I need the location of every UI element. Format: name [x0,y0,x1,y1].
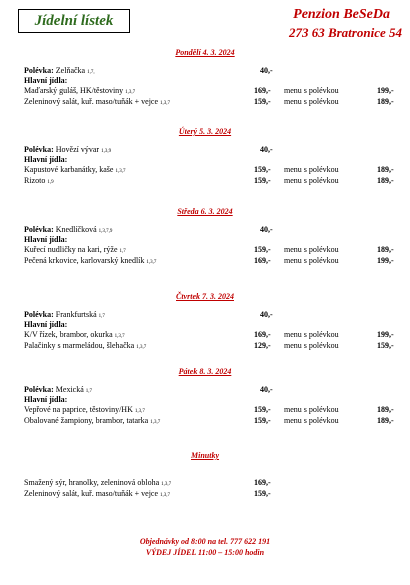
soup-name: Knedlíčková [55,225,97,234]
dish-name: Zeleninový salát, kuř. maso/tuňák + vejce [24,97,159,106]
menu-with-soup-label: menu s polévkou [284,97,339,106]
allergens: 1,3,7 [150,420,161,425]
dish-name: Maďarský guláš, HK/těstoviny [24,86,124,95]
allergens: 1,3,7 [160,493,171,498]
dish-price: 159,- [254,245,271,254]
soup-label: Polévka: [24,66,54,75]
mains-label: Hlavní jídla: [24,395,68,404]
allergens: 1,9 [47,180,54,185]
menu-price: 189,- [377,97,394,106]
dish-price: 159,- [254,416,271,425]
dish-name: Palačinky s marmeládou, šlehačka [24,341,135,350]
allergens: 1,3,7 [125,90,136,95]
main-dish-row [24,256,404,266]
main-dish-row [24,176,404,186]
mains-label: Hlavní jídla: [24,76,68,85]
main-dish-row [24,416,404,426]
dish-name: Rizoto [24,176,46,185]
menu-with-soup-label: menu s polévkou [284,176,339,185]
menu-price: 199,- [377,330,394,339]
soup-price: 40,- [260,310,273,319]
dish-price: 159,- [254,165,271,174]
serving-hours: VÝDEJ JÍDEL 11:00 – 15:00 hodin [145,548,265,557]
mains-label-row [24,76,404,86]
menu-price: 189,- [377,165,394,174]
allergens: 1,3,7 [134,409,145,414]
mains-label: Hlavní jídla: [24,320,68,329]
allergens: 1,3,7 [146,260,157,265]
dish-price: 169,- [254,330,271,339]
item-price: 159,- [254,489,271,498]
day-heading: Pondělí 4. 3. 2024 [175,48,235,57]
menu-with-soup-label: menu s polévkou [284,330,339,339]
dish-price: 159,- [254,97,271,106]
mains-label-row [24,320,404,330]
dish-price: 169,- [254,256,271,265]
menu-with-soup-label: menu s polévkou [284,341,339,350]
dish-price: 169,- [254,86,271,95]
dish-name: K/V řízek, brambor, okurka [24,330,113,339]
mains-label: Hlavní jídla: [24,235,68,244]
dish-price: 129,- [254,341,271,350]
day-heading: Čtvrtek 7. 3. 2024 [176,292,234,301]
mains-label-row [24,155,404,165]
dish-name: Kapustové karbanátky, kaše [24,165,114,174]
soup-name: Zelňačka [55,66,86,75]
allergens: 1,3,7 [160,101,171,106]
menu-with-soup-label: menu s polévkou [284,405,339,414]
soup-name: Mexická [55,385,84,394]
dish-name: Vepřové na paprice, těstoviny/HK [24,405,133,414]
day-heading: Středa 6. 3. 2024 [177,207,233,216]
menu-with-soup-label: menu s polévkou [284,86,339,95]
allergens: 1,3,7 [114,334,125,339]
dish-name: Kuřecí nudličky na kari, rýže [24,245,118,254]
soup-price: 40,- [260,225,273,234]
soup-name: Hovězí vývar [55,145,100,154]
allergens: 1,3,9 [101,149,112,154]
menu-price: 189,- [377,245,394,254]
minutky-item-name: Smažený sýr, hranolky, zeleninová obloha [24,478,160,487]
hotel-name: Penzion BeSeDa [293,7,390,22]
allergens: 1,7 [98,314,105,319]
soup-row [24,225,404,235]
soup-label: Polévka: [24,385,54,394]
main-dish-row [24,330,404,340]
menu-price: 199,- [377,86,394,95]
soup-label: Polévka: [24,225,54,234]
allergens: 1,7, [87,70,95,75]
hotel-address: 273 63 Bratronice 54 [288,25,402,40]
minutky-item-name: Zeleninový salát, kuř. maso/tuňák + vejce [24,489,159,498]
dish-name: Obalované žampiony, brambor, tatarka [24,416,149,425]
allergens: 1,3,7 [115,169,126,174]
minutky-heading: Minutky [190,451,219,460]
menu-title-box [18,9,130,33]
menu-price: 199,- [377,256,394,265]
soup-price: 40,- [260,145,273,154]
allergens: 1,7 [85,389,93,394]
main-dish-row [24,165,404,175]
soup-name: Frankfurtská [55,310,97,319]
menu-price: 189,- [377,416,394,425]
orders-info: Objednávky od 8:00 na tel. 777 622 191 [139,537,271,546]
menu-with-soup-label: menu s polévkou [284,256,339,265]
menu-price: 189,- [377,176,394,185]
soup-row [24,310,404,320]
menu-title: Jídelní lístek [34,12,114,29]
mains-label-row [24,235,404,245]
mains-label: Hlavní jídla: [24,155,68,164]
dish-price: 159,- [254,405,271,414]
main-dish-row [24,245,404,255]
menu-with-soup-label: menu s polévkou [284,416,339,425]
dish-name: Pečená krkovice, karlovarský knedlík [24,256,145,265]
main-dish-row [24,97,404,107]
main-dish-row [24,341,404,351]
menu-with-soup-label: menu s polévkou [284,245,339,254]
day-heading: Úterý 5. 3. 2024 [178,127,232,136]
menu-with-soup-label: menu s polévkou [284,165,339,174]
allergens: 1,3,7,9 [98,229,113,234]
soup-price: 40,- [260,385,273,394]
mains-label-row [24,395,404,405]
menu-price: 189,- [377,405,394,414]
soup-price: 40,- [260,66,273,75]
main-dish-row [24,86,404,96]
menu-price: 159,- [377,341,394,350]
soup-row [24,385,404,395]
dish-price: 159,- [254,176,271,185]
soup-label: Polévka: [24,145,54,154]
item-price: 169,- [254,478,271,487]
minutky-item [24,478,404,488]
soup-row [24,145,404,155]
soup-label: Polévka: [24,310,54,319]
main-dish-row [24,405,404,415]
soup-row [24,66,404,76]
allergens: 1,3,7 [136,345,147,350]
day-heading: Pátek 8. 3. 2024 [178,367,232,376]
allergens: 1,3,7 [161,482,172,487]
minutky-item [24,489,404,499]
allergens: 1,7 [119,249,126,254]
